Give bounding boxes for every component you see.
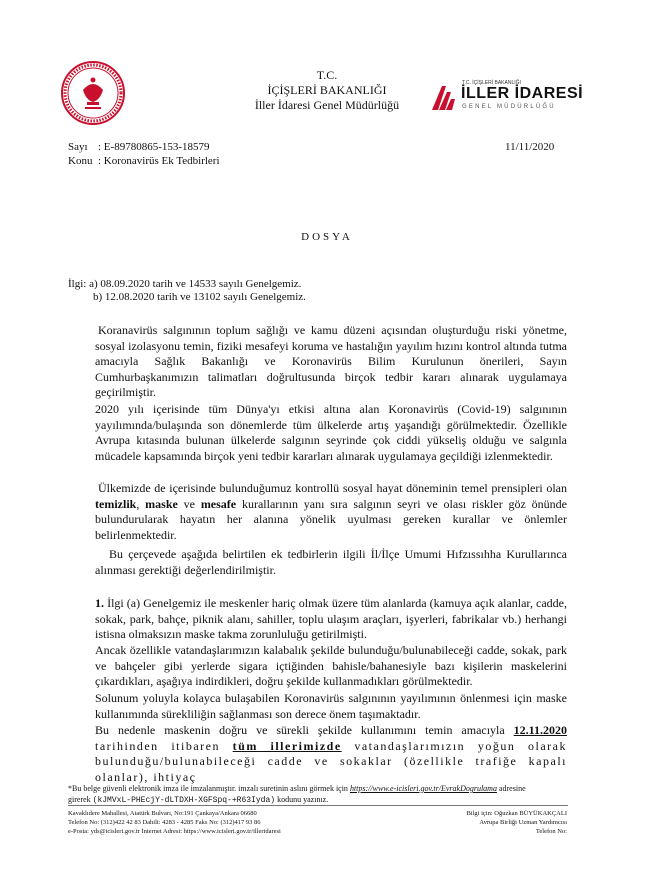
footnote-line1: *Bu belge güvenli elektronik imza ile imzalanmıştır. imzalı suretinin aslını görmek için	[68, 784, 350, 793]
header-line-tc: T.C.	[316, 68, 338, 82]
footer-address: Kavaklıdere Mahallesi, Atatürk Bulvarı, No:191 Çankaya/Ankara 06680	[68, 810, 257, 817]
footer-info	[400, 809, 567, 836]
p3-part-e: kurallarının yanı sıra salgının seyri ve olası riskler göz önünde bulundurularak hayatın her alanına yönelik uyulması gereken kurallar ve önlemler belirlenmektedir.	[95, 496, 567, 542]
paragraph-7	[95, 691, 567, 722]
item-number-1: 1.	[95, 596, 104, 610]
p3-bold-distance: mesafe	[200, 496, 237, 511]
logo-sub-text: GENEL MÜDÜRLÜĞÜ	[462, 104, 556, 110]
header-line-ministry: İÇİŞLERİ BAKANLIĞI	[267, 83, 387, 97]
footer-info-person: Bilgi için: Oğuzkan BÜYÜKAKÇALI	[466, 810, 567, 817]
document-subject	[68, 154, 220, 168]
p8-part-c: vatandaşlarımızın yoğun olarak bulunduğu/bulunabileceği cadde ve sokaklar (özellikle trafiğe kapalı olanlar), ihtiyaç	[95, 738, 567, 784]
sayi-value: : E-89780865-153-18579	[98, 141, 210, 153]
document-date: 11/11/2020	[505, 141, 555, 153]
paragraph-4	[95, 547, 567, 578]
p8-part-b: tarihinden itibaren	[95, 738, 233, 753]
paragraph-1	[95, 323, 567, 401]
konu-value: : Koronavirüs Ek Tedbirleri	[98, 155, 220, 167]
iller-idaresi-logo	[428, 80, 584, 116]
footer-info-tel: Telefon No:	[535, 828, 567, 835]
distribution-heading: DOSYA	[301, 231, 353, 243]
footer-contact	[68, 809, 348, 836]
paragraph-7-text: Solunum yoluyla kolayca bulaşabilen Koronavirüs salgınının yayılımının önlenmesi için maske kullanımında sürekliliğin sağlanması son derece önem taşımaktadır.	[95, 691, 567, 721]
konu-label: Konu	[68, 155, 93, 167]
footer-phone: Telefon No: (312)422 42 83 Dahili: 4283 - 4285 Faks No: (312)417 93 86	[68, 819, 261, 826]
header-line-directorate: İller İdaresi Genel Müdürlüğü	[254, 98, 400, 112]
paragraph-1-text: Koranavirüs salgınının toplum sağlığı ve kamu düzeni açısından oluşturduğu riski yönetme, sosyal izolasyonu temin, fiziki mesafeyi koruma ve hastalığın yayılım hızını kontrol altında tutma amacıyla Sağlık Bakanlığı ve Koronavirüs Bilim Kurulunun önerileri, Sayın Cumhurbaşkanımızın talimatları doğrultusunda birçok tedbir kararı alınarak uygulamaya geçirilmiştir.	[95, 323, 567, 399]
footer-divider	[68, 805, 568, 806]
paragraph-2	[95, 402, 567, 464]
ilgi-a-text: : a) 08.09.2020 tarih ve 14533 sayılı Genelgemiz.	[83, 278, 302, 290]
paragraph-8	[95, 723, 567, 785]
ilgi-label: İlgi	[68, 278, 84, 290]
footer-email[interactable]: e-Posta: yds@icisleri.gov.tr İnternet Adresi: https://www.icisleri.gov.tr/illeridaresi	[68, 828, 281, 835]
logo-main-text: İLLER İDARESİ	[461, 85, 584, 102]
paragraph-3	[95, 481, 567, 543]
paragraph-4-text: Bu çerçevede aşağıda belirtilen ek tedbirlerin ilgili İl/İlçe Umumi Hıfzıssıhha Kurullarınca alınması gerektiği değerlendirilmiştir.	[95, 547, 567, 577]
paragraph-5-text: İlgi (a) Genelgemiz ile meskenler hariç olmak üzere tüm alanlarda (kamuya açık alanlar, cadde, sokak, park, bahçe, piknik alanı, sahiller, toplu ulaşım araçları, işyerleri, fabrikalar vb.) herhangi istisna olmaksızın maske takma zorunluluğu getirilmişti.	[95, 596, 567, 641]
paragraph-2-text: 2020 yılı içerisinde tüm Dünya'yı etkisi altına alan Koronavirüs (Covid-19) salgınının yayılımında/bulaşında son dönemlerde tüm ülkelerde artış yaşandığı görülmektedir. Özellikle Avrupa kıtasında bulunan ülkelerde salgının seyrinde çok ciddi yükseliş olduğu ve salgınla mücadele kapsamında birçok yeni tedbir kararları alınarak uygulamaya geçildiği izlenmektedir.	[95, 402, 567, 463]
footnote-line2: girerek	[68, 795, 93, 804]
p3-part-a: Ülkemizde de içerisinde bulunduğumuz kontrollü sosyal hayat döneminin temel prensipleri olan	[98, 481, 567, 495]
p8-all-provinces: tüm illerimizde	[232, 738, 342, 753]
p3-bold-mask: maske	[145, 496, 178, 511]
document-number	[68, 140, 210, 154]
paragraph-6	[95, 643, 567, 690]
p3-bold-cleanliness: temizlik	[95, 496, 137, 511]
sayi-label: Sayı	[68, 141, 88, 153]
footer-info-title: Avrupa Birliği Uzman Yardımcısı	[479, 819, 567, 826]
tr-emblem-icon	[428, 82, 458, 114]
verification-link[interactable]: https://www.e-icisleri.gov.tr/EvrakDogrulama	[349, 784, 497, 793]
p8-effective-date: 12.11.2020	[513, 723, 567, 737]
footnote-line2-end: kodunu yazınız.	[275, 795, 329, 804]
paragraph-5	[95, 596, 567, 643]
verification-code: (kJMVxL-PHEcjY-dLTDXH-XGFSpq-+R63Iyda)	[92, 796, 276, 805]
reference-a	[68, 277, 301, 291]
logo-small-text: T.C. İÇİŞLERİ BAKANLIĞI	[462, 80, 521, 86]
footnote-line1-end: adresine	[496, 784, 526, 793]
p3-sep-1: ,	[136, 496, 146, 511]
e-signature-note	[68, 783, 568, 806]
reference-b: b) 12.08.2020 tarih ve 13102 sayılı Genelgemiz.	[93, 291, 306, 303]
p8-part-a: Bu nedenle maskenin doğru ve sürekli şekilde kullanımını temin amacıyla	[95, 723, 514, 737]
p3-sep-2: ve	[177, 496, 201, 511]
paragraph-6-text: Ancak özellikle vatandaşlarımızın kalabalık şekilde bulunduğu/bulunabileceği cadde, sokak, park ve bahçeler gibi yerlerde sigara içtiğinden bahisle/bahanesiyle bazı kişilerin maskelerini çıkardıkları, aşağıya indirdikleri, doğru şekilde kullanmadıkları görülmektedir.	[95, 643, 567, 688]
